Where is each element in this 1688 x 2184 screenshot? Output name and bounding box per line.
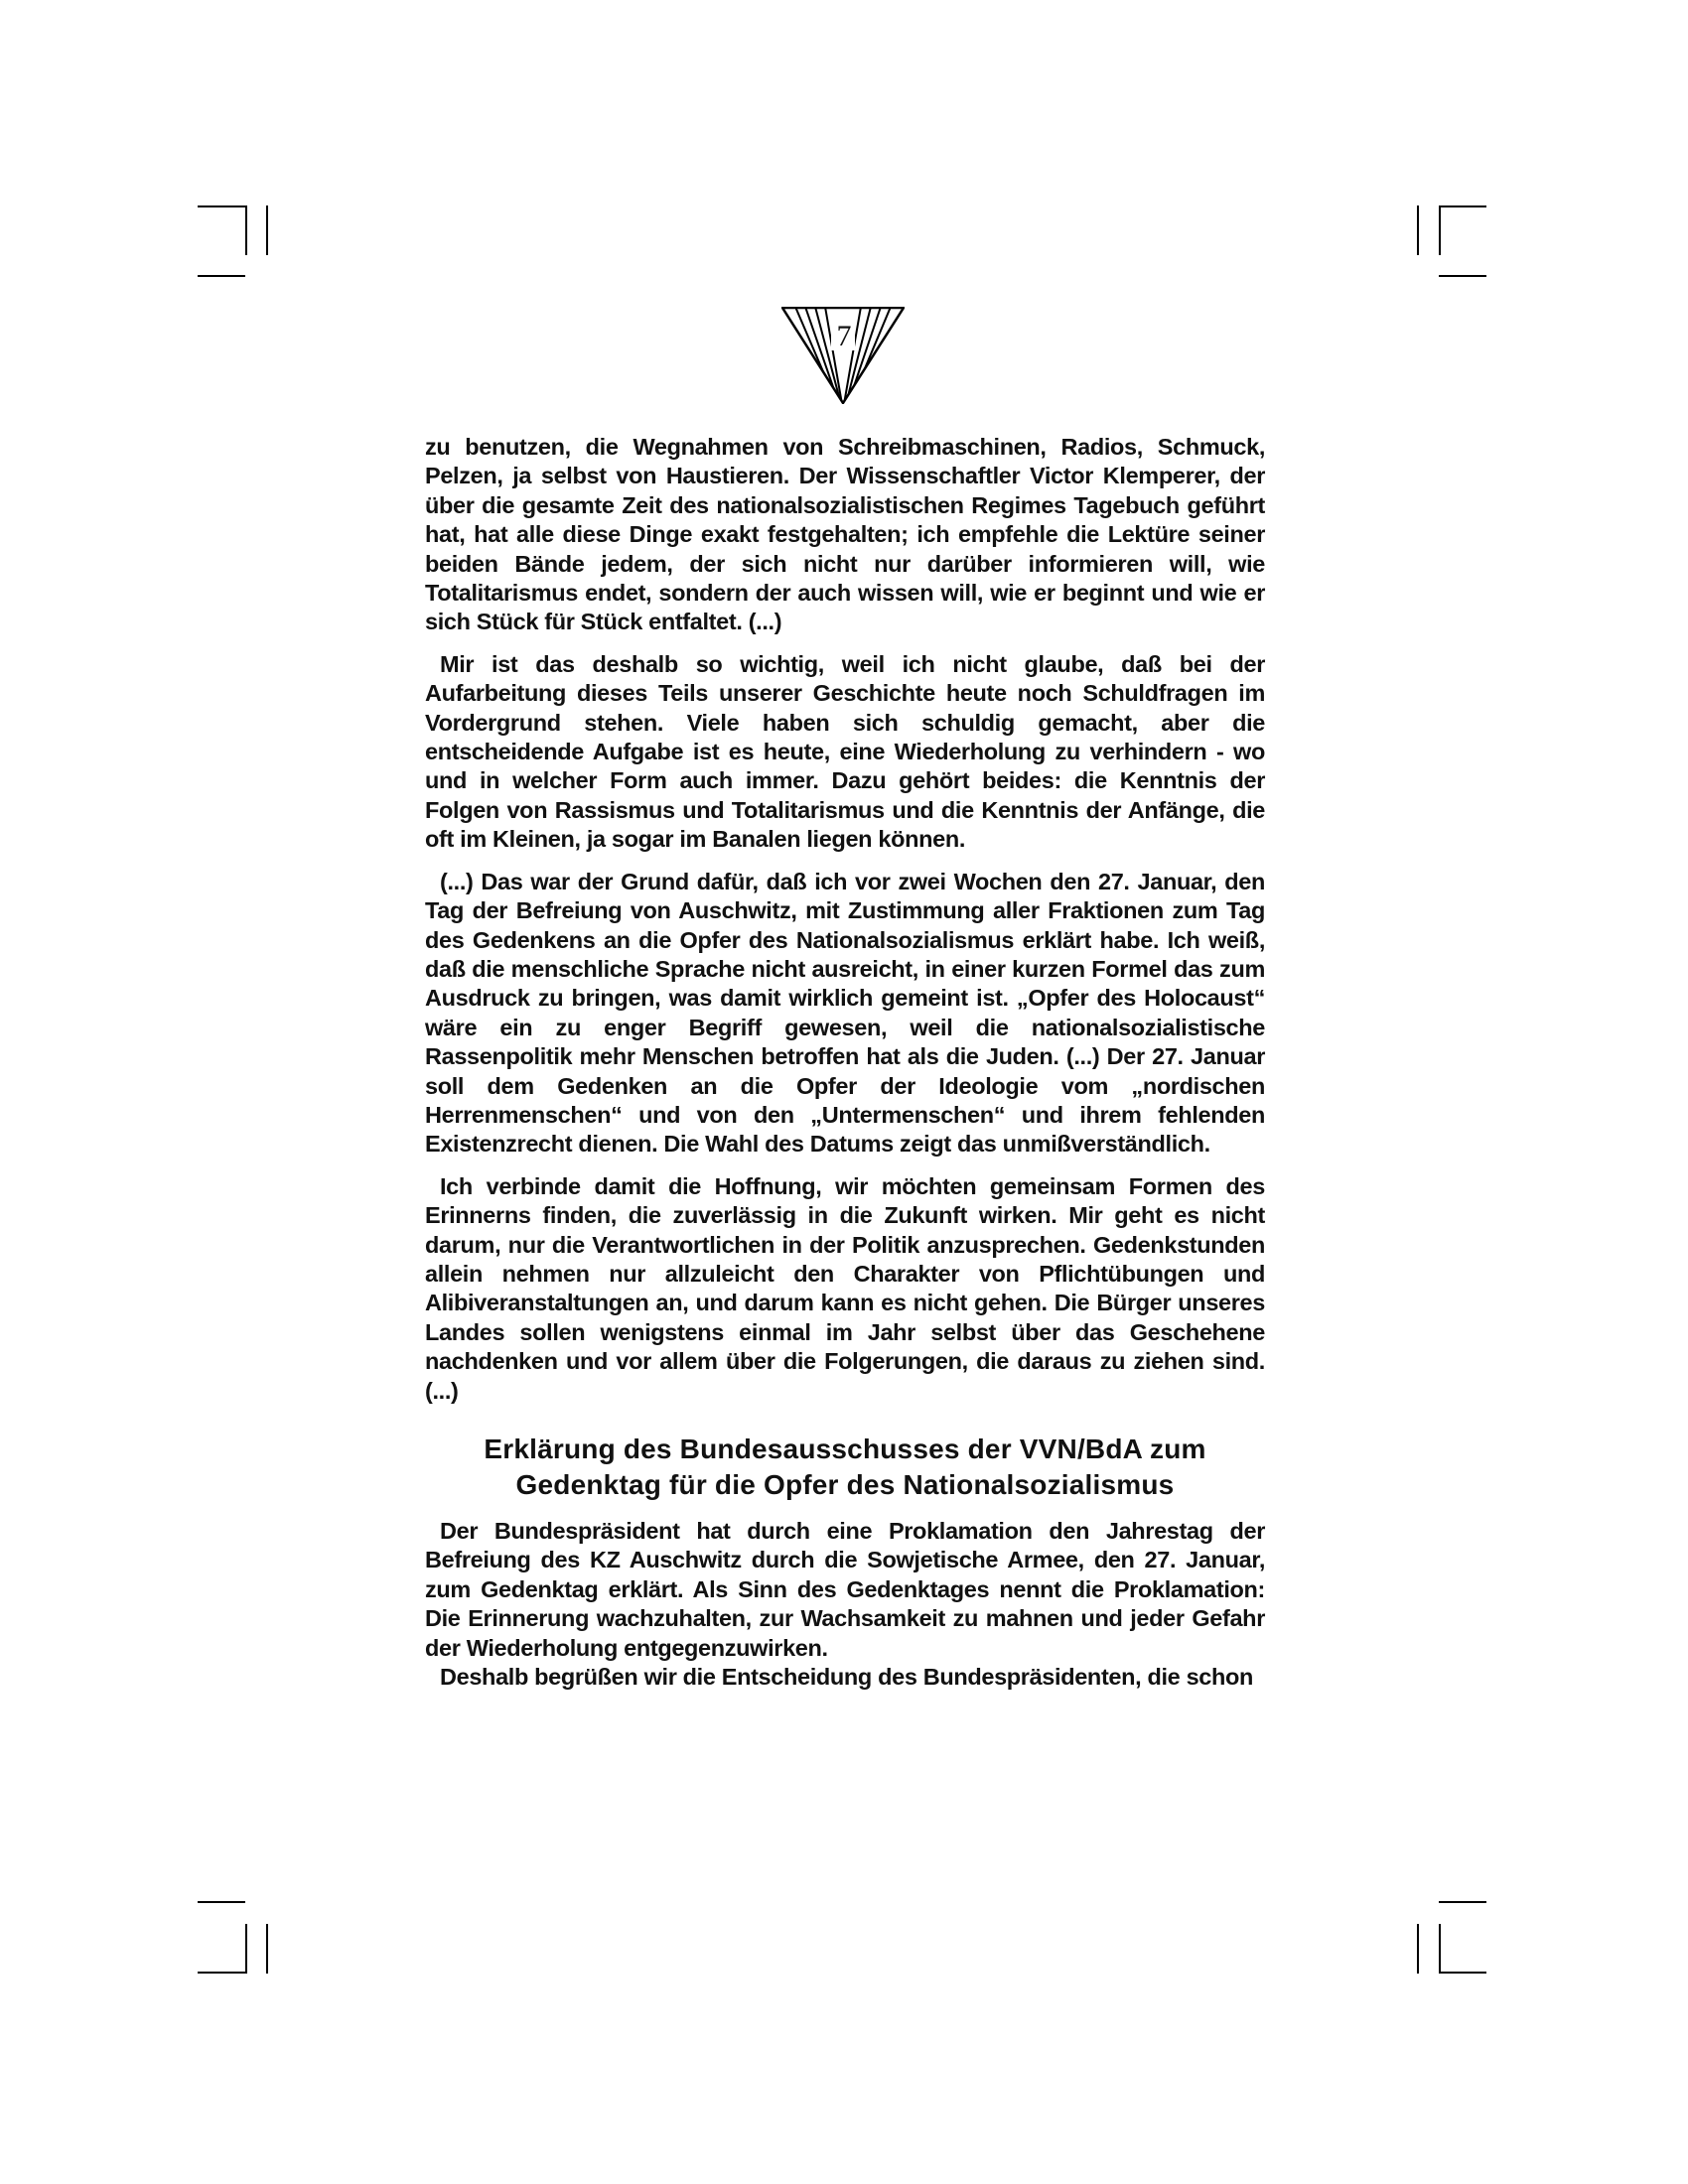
crop-mark [1439,1901,1486,1903]
crop-mark [198,205,245,207]
paragraph: Deshalb begrüßen wir die Entscheidung des Bundespräsidenten, die schon [440,1664,1254,1691]
section-heading [425,1432,1265,1503]
crop-mark [1439,205,1441,255]
paragraph: zu benutzen, die Wegnahmen von Schreibmaschinen, Radios, Schmuck, Pelzen, ja selbst von Haustieren. Der Wissenschaftler Victor Klemperer, der über die gesamte Zeit des nationalsozialistischen Regimes Tagebuch geführt hat, hat alle diese Dinge exakt festgehalten; ich empfehle die Lektüre seiner beiden Bände jedem, der sich nicht nur darüber informieren will, wie Totalitarismus endet, sondern der auch wissen will, wie er beginnt und wie er sich Stück für Stück entfaltet. (...) [425,434,1265,635]
section-heading-line: Gedenktag für die Opfer des Nationalsozialismus [515,1469,1175,1500]
section-heading-line: Erklärung des Bundesausschusses der VVN/BdA zum [484,1433,1206,1464]
crop-mark [1439,205,1486,207]
crop-mark [1439,275,1486,277]
paragraph: (...) Das war der Grund dafür, daß ich vor zwei Wochen den 27. Januar, den Tag der Befreiung von Auschwitz, mit Zustimmung aller Fraktionen zum Tag des Gedenkens an die Opfer des Nationalsozialismus erklärt habe. Ich weiß, daß die menschliche Sprache nicht ausreicht, in einer kurzen Formel das zum Ausdruck zu bringen, was damit wirklich gemeint ist. „Opfer des Holocaust“ wäre ein zu enger Begriff gewesen, weil die nationalsozialistische Rassenpolitik mehr Menschen betroffen hat als die Juden. (...) Der 27. Januar soll dem Gedenken an die Opfer der Ideologie vom „nordischen Herrenmenschen“ und von den „Untermenschen“ und ihrem fehlenden Existenzrecht dienen. Die Wahl des Datums zeigt das unmißverständlich. [425,868,1265,1158]
page-number: 7 [836,320,852,352]
article-body [425,433,1265,1705]
paragraph: Der Bundespräsident hat durch eine Proklamation den Jahrestag der Befreiung des KZ Auschwitz durch die Sowjetische Armee, den 27. Januar, zum Gedenktag erklärt. Als Sinn des Gedenktages nennt die Proklamation: Die Erinnerung wachzuhalten, zur Wachsamkeit zu mahnen und jeder Gefahr der Wiederholung entgegenzuwirken. [425,1518,1265,1661]
crop-mark [1439,1924,1441,1974]
paragraph: Mir ist das deshalb so wichtig, weil ich nicht glaube, daß bei der Aufarbeitung dieses Teils unserer Geschichte heute noch Schuldfragen im Vordergrund stehen. Viele haben sich schuldig gemacht, aber die entscheidende Aufgabe ist es heute, eine Wiederholung zu verhindern - wo und in welcher Form auch immer. Dazu gehört beides: die Kenntnis der Folgen von Rassismus und Totalitarismus und die Kenntnis der Anfänge, die oft im Kleinen, ja sogar im Banalen liegen können. [425,650,1265,853]
crop-mark [245,205,247,255]
paragraph: Ich verbinde damit die Hoffnung, wir möchten gemeinsam Formen des Erinnerns finden, die zuverlässig in die Zukunft wirken. Mir geht es nicht darum, nur die Verantwortlichen in der Politik anzusprechen. Gedenkstunden allein nehmen nur allzuleicht den Charakter von Pflichtübungen und Alibiveranstaltungen an, und darum kann es nicht gehen. Die Bürger unseres Landes sollen wenigstens einmal im Jahr selbst über das Geschehene nachdenken und vor allem über die Folgerungen, die daraus zu ziehen sind. (...) [425,1172,1265,1404]
crop-mark [245,1924,247,1974]
crop-mark [1417,205,1419,255]
crop-mark [198,275,245,277]
crop-mark [266,1924,268,1974]
crop-mark [198,1972,245,1974]
crop-mark [266,205,268,255]
crop-mark [198,1901,245,1903]
crop-mark [1439,1972,1486,1974]
crop-mark [1417,1924,1419,1974]
